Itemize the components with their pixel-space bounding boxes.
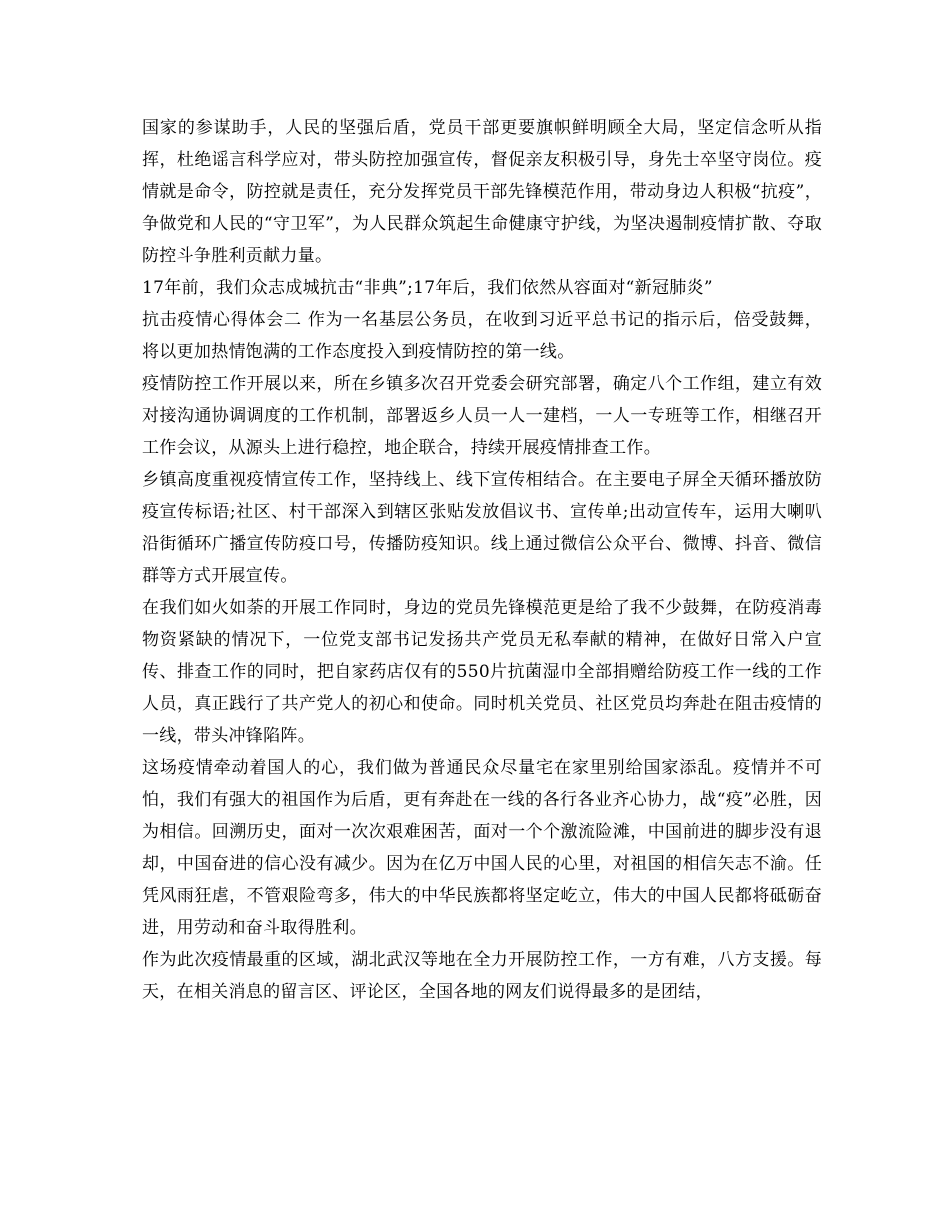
paragraph-8: 作为此次疫情最重的区域，湖北武汉等地在全力开展防控工作，一方有难，八方支援。每天，在相关消息的留言区、评论区，全国各地的网友们说得最多的是团结， bbox=[142, 950, 822, 1002]
paragraph-3: 抗击疫情心得体会二 作为一名基层公务员，在收到习近平总书记的指示后，倍受鼓舞，将以更加热情饱满的工作态度投入到疫情防控的第一线。 bbox=[142, 310, 822, 362]
paragraph-4: 疫情防控工作开展以来，所在乡镇多次召开党委会研究部署，确定八个工作组，建立有效对接沟通协调调度的工作机制，部署返乡人员一人一建档，一人一专班等工作，相继召开工作会议，从源头上进行稳控，地企联合，持续开展疫情排查工作。 bbox=[142, 374, 822, 458]
paragraph-6: 在我们如火如荼的开展工作同时，身边的党员先锋模范更是给了我不少鼓舞，在防疫消毒物资紧缺的情况下，一位党支部书记发扬共产党员无私奉献的精神，在做好日常入户宣传、排查工作的同时，把自家药店仅有的550片抗菌湿巾全部捐赠给防疫工作一线的工作人员，真正践行了共产党人的初心和使命。同时机关党员、社区党员均奔赴在阻击疫情的一线，带头冲锋陷阵。 bbox=[142, 598, 822, 746]
document-body bbox=[142, 112, 822, 1008]
paragraph-2: 17年前，我们众志成城抗击“非典”;17年后，我们依然从容面对“新冠肺炎” bbox=[142, 278, 713, 298]
paragraph-7: 这场疫情牵动着国人的心，我们做为普通民众尽量宅在家里别给国家添乱。疫情并不可怕，我们有强大的祖国作为后盾，更有奔赴在一线的各行各业齐心协力，战“疫”必胜，因为相信。回溯历史，面对一次次艰难困苦，面对一个个激流险滩，中国前进的脚步没有退却，中国奋进的信心没有减少。因为在亿万中国人民的心里，对祖国的相信矢志不渝。任凭风雨狂虐，不管艰险弯多，伟大的中华民族都将坚定屹立，伟大的中国人民都将砥砺奋进，用劳动和奋斗取得胜利。 bbox=[142, 758, 822, 938]
paragraph-5: 乡镇高度重视疫情宣传工作，坚持线上、线下宣传相结合。在主要电子屏全天循环播放防疫宣传标语;社区、村干部深入到辖区张贴发放倡议书、宣传单;出动宣传车，运用大喇叭沿街循环广播宣传防疫口号，传播防疫知识。线上通过微信公众平台、微博、抖音、微信群等方式开展宣传。 bbox=[142, 470, 822, 586]
paragraph-1: 国家的参谋助手，人民的坚强后盾，党员干部更要旗帜鲜明顾全大局，坚定信念听从指挥，杜绝谣言科学应对，带头防控加强宣传，督促亲友积极引导，身先士卒坚守岗位。疫情就是命令，防控就是责任，充分发挥党员干部先锋模范作用，带动身边人积极“抗疫”，争做党和人民的“守卫军”，为人民群众筑起生命健康守护线，为坚决遏制疫情扩散、夺取防控斗争胜利贡献力量。 bbox=[142, 118, 822, 266]
